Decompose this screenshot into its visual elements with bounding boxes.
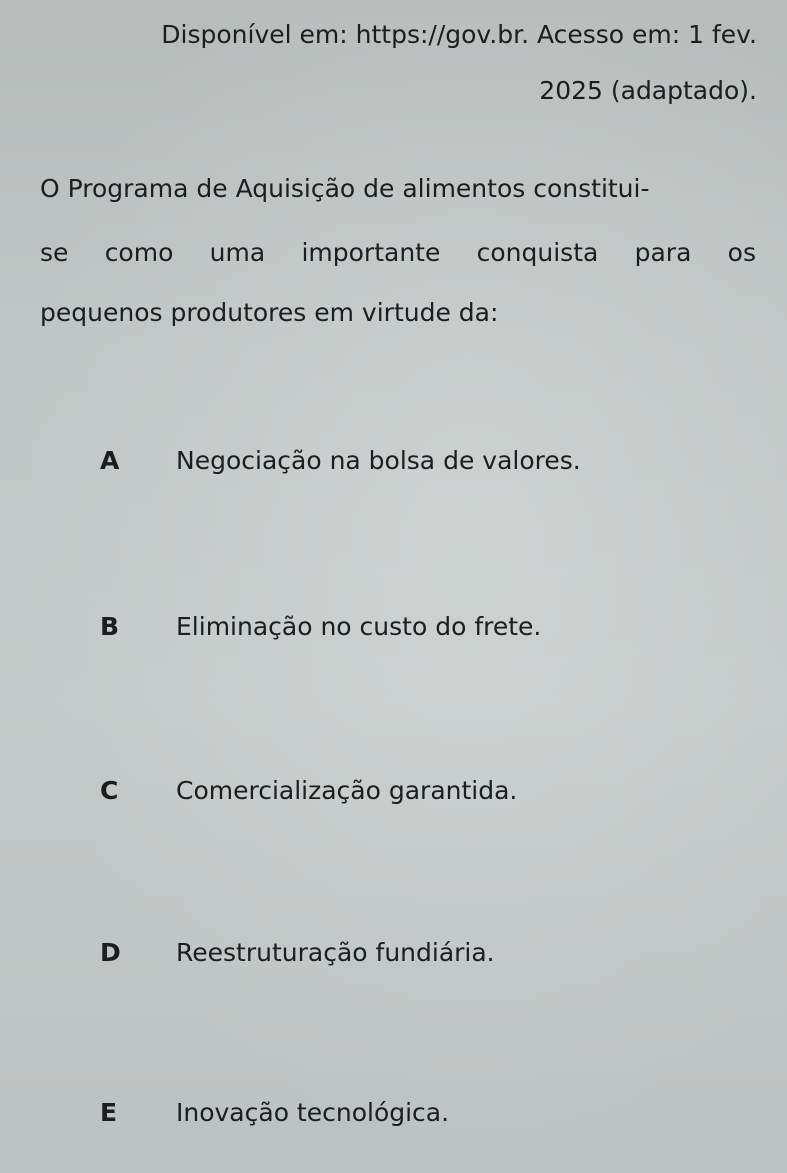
question-stem-line-2: se como uma importante conquista para os [40,238,756,267]
option-letter: C [100,776,119,805]
option-letter: B [100,612,120,641]
answer-option-b[interactable] [0,612,787,652]
option-letter: E [100,1098,118,1127]
answer-option-d[interactable] [0,938,787,978]
question-stem-line-1: O Programa de Aquisição de alimentos constitui- [40,174,650,203]
option-letter: D [100,938,121,967]
option-text: Negociação na bolsa de valores. [176,446,581,475]
answer-option-c[interactable] [0,776,787,816]
answer-option-a[interactable] [0,446,787,486]
answer-option-e[interactable] [0,1098,787,1138]
option-text: Comercialização garantida. [176,776,518,805]
option-letter: A [100,446,120,475]
question-stem-line-3: pequenos produtores em virtude da: [40,298,499,327]
option-text: Eliminação no custo do frete. [176,612,542,641]
option-text: Reestruturação fundiária. [176,938,495,967]
source-citation-line-2: 2025 (adaptado). [539,76,757,105]
source-citation-line-1: Disponível em: https://gov.br. Acesso em: 1 fev. [161,20,757,49]
option-text: Inovação tecnológica. [176,1098,450,1127]
